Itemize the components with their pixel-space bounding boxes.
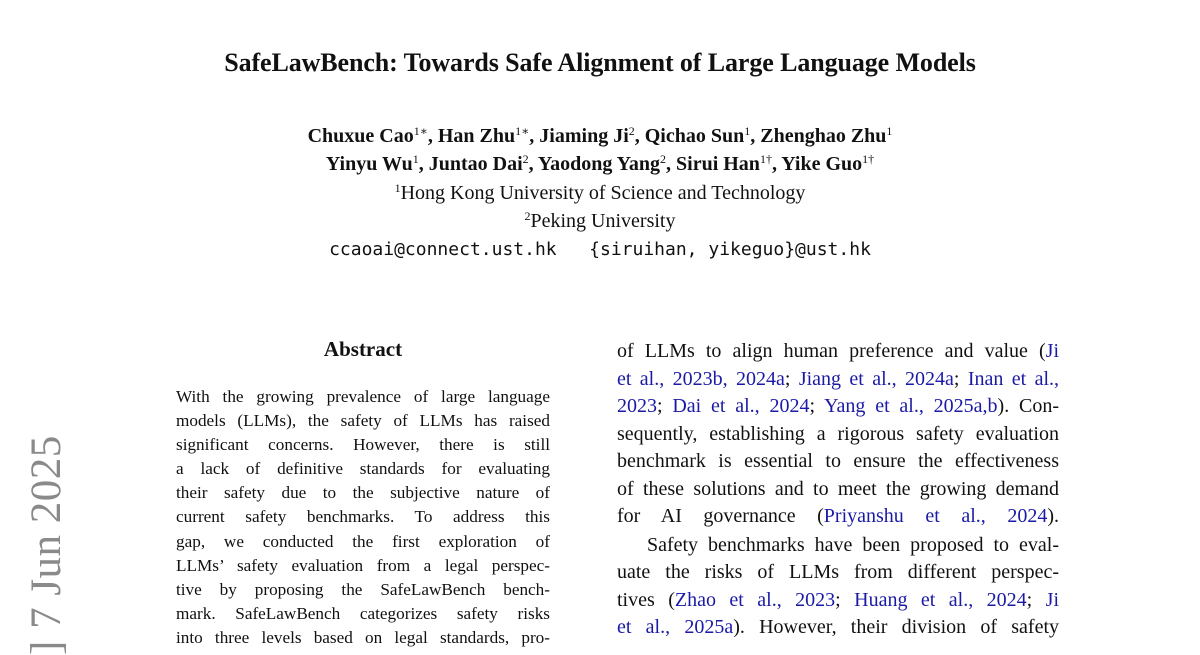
body-text: for AI governance (: [617, 505, 824, 527]
author-name: Han Zhu: [437, 125, 516, 147]
citation-link[interactable]: Priyanshu et al., 2024: [823, 505, 1048, 527]
body-text: of these solutions and to meet the growing demand: [617, 477, 1059, 500]
author-name: Jiaming Ji: [539, 125, 629, 147]
author-name: Yinyu Wu: [325, 153, 413, 175]
affiliation-1-name: Hong Kong University of Science and Technology: [400, 182, 806, 204]
affiliation-2-name: Peking University: [530, 210, 676, 232]
author-affiliation-marker: 1∗: [413, 124, 428, 138]
abstract-line: mark. SafeLawBench categorizes safety risks: [176, 603, 550, 623]
intro-column: [617, 338, 1059, 642]
citation-link[interactable]: et al., 2025a: [617, 616, 734, 638]
citation-link[interactable]: Zhao et al., 2023: [674, 588, 836, 611]
abstract-line: tive by proposing the SafeLawBench bench-: [176, 579, 550, 599]
author-name: Sirui Han: [676, 153, 760, 175]
abstract-line: gap, we conducted the first exploration of: [176, 531, 550, 551]
arxiv-identifier-stamp: ] 7 Jun 2025: [23, 435, 70, 655]
abstract-line: LLMs’ safety evaluation from a legal perspec-: [176, 555, 550, 575]
body-text: ;: [809, 395, 825, 417]
author-name: Chuxue Cao: [307, 125, 414, 147]
abstract-line: models (LLMs), the safety of LLMs has raised: [176, 411, 550, 431]
abstract-body: [176, 385, 550, 650]
abstract-line: significant concerns. However, there is still: [176, 435, 550, 455]
author-affiliation-marker: 2: [660, 152, 667, 166]
author-list-line-1: [0, 122, 1200, 150]
body-line: [617, 421, 1059, 449]
author-emails: ccaoai@connect.ust.hk {siruihan, yikeguo}@ust.hk: [329, 239, 871, 260]
abstract-line: their safety due to the subjective nature of: [176, 483, 550, 503]
body-text: ;: [953, 367, 968, 390]
affiliation-2: [0, 207, 1200, 235]
affiliation-2-marker: 2: [524, 209, 531, 223]
body-line: [617, 476, 1059, 504]
body-line: [617, 587, 1059, 615]
body-line: [617, 559, 1059, 587]
author-separator: ,: [771, 153, 782, 175]
author-name: Yaodong Yang: [537, 153, 661, 175]
author-name: Zhenghao Zhu: [760, 125, 887, 147]
paper-title: SafeLawBench: Towards Safe Alignment of Large Language Models: [224, 48, 976, 77]
body-text: ).: [1047, 505, 1059, 527]
citation-link[interactable]: Inan et al.,: [967, 367, 1059, 390]
abstract-line: With the growing prevalence of large language: [176, 387, 550, 406]
body-line: [617, 503, 1059, 531]
body-text: uate the risks of LLMs from different perspec-: [617, 561, 1059, 583]
body-line: [617, 614, 1059, 642]
citation-link[interactable]: Ji: [1045, 588, 1059, 611]
author-affiliation-marker: 1: [744, 124, 751, 138]
body-text: ). However, their division of safety: [733, 616, 1059, 638]
citation-link[interactable]: Yang et al., 2025a,b: [824, 395, 998, 417]
affiliation-1-marker: 1: [394, 181, 401, 195]
author-separator: ,: [418, 153, 429, 175]
body-line: [617, 366, 1059, 394]
citation-link[interactable]: 2023: [617, 395, 657, 417]
author-separator: ,: [528, 153, 538, 175]
author-separator: ,: [666, 153, 677, 175]
author-separator: ,: [427, 125, 438, 147]
author-separator: ,: [529, 125, 540, 147]
body-text: ). Con-: [997, 395, 1059, 417]
body-text: Safety benchmarks have been proposed to eval-: [617, 533, 1059, 556]
citation-link[interactable]: Dai et al., 2024: [672, 395, 810, 417]
author-affiliation-marker: 1†: [862, 152, 875, 166]
abstract-line: into three levels based on legal standards, pro-: [176, 627, 550, 647]
author-separator: ,: [634, 125, 645, 147]
affiliation-1: [0, 179, 1200, 207]
abstract-heading: Abstract: [323, 337, 403, 361]
citation-link[interactable]: Ji: [1045, 340, 1059, 362]
body-line: [617, 532, 1059, 560]
body-text: sequently, establishing a rigorous safety evaluation: [617, 422, 1059, 445]
author-name: Yike Guo: [781, 153, 863, 175]
body-text: ;: [657, 395, 673, 417]
author-affiliation-marker: 2: [628, 124, 635, 138]
author-affiliation-marker: 2: [522, 152, 529, 166]
body-line: [617, 393, 1059, 421]
body-line: [617, 448, 1059, 476]
body-text: ;: [1026, 588, 1046, 611]
citation-link[interactable]: et al., 2023b, 2024a: [617, 367, 785, 390]
author-affiliation-marker: 1: [412, 152, 419, 166]
body-text: benchmark is essential to ensure the effectiveness: [617, 450, 1059, 472]
abstract-line: a lack of definitive standards for evaluating: [176, 459, 550, 479]
author-affiliation-marker: 1∗: [515, 124, 530, 138]
author-list-line-2: [0, 150, 1200, 178]
body-text: ;: [835, 588, 855, 611]
author-affiliation-marker: 1†: [759, 152, 772, 166]
citation-link[interactable]: Huang et al., 2024: [854, 588, 1027, 611]
body-line: [617, 338, 1059, 366]
author-separator: ,: [750, 125, 761, 147]
body-text: of LLMs to align human preference and value (: [617, 340, 1046, 362]
author-name: Qichao Sun: [644, 125, 745, 147]
author-affiliation-marker: 1: [886, 124, 893, 138]
abstract-line: current safety benchmarks. To address this: [176, 507, 550, 527]
body-text: ;: [784, 367, 799, 390]
body-text: tives (: [617, 588, 675, 611]
author-name: Juntao Dai: [428, 153, 523, 175]
citation-link[interactable]: Jiang et al., 2024a: [798, 367, 954, 390]
